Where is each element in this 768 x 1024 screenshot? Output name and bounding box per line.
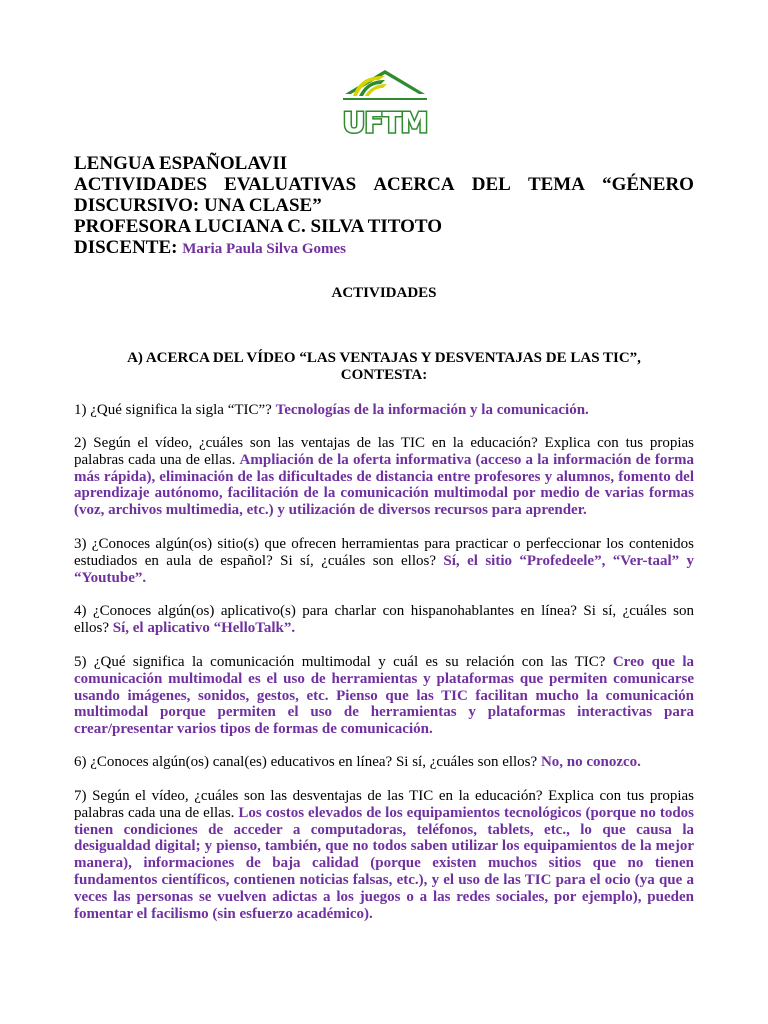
section-a-heading: A) ACERCA DEL VÍDEO “LAS VENTAJAS Y DESVENTAJAS DE LAS TIC”, CONTESTA:	[127, 350, 641, 383]
answer-text: Creo que la comunicación multimodal es el uso de herramientas y plataformas que permiten comunicarse usando imágenes, sonidos, gestos, etc. Pienso que las TIC facilitan mucho la comunicación multimodal porque permiten el uso de herramientas y plataformas interactivas para crear/presentar varios tipos de formas de comunicación.	[74, 654, 695, 738]
question-1	[74, 402, 694, 419]
logo-text: UFTM	[342, 106, 428, 136]
answer-text: Sí, el aplicativo “HelloTalk”.	[112, 619, 296, 636]
professor-line: PROFESORA LUCIANA C. SILVA TITOTO	[74, 216, 442, 237]
question-text: 7) Según el vídeo, ¿cuáles son las desventajas de las TIC en la educación? Explica con tus propias palabras cada una de ellas.	[74, 788, 694, 821]
question-text: 2) Según el vídeo, ¿cuáles son las ventajas de las TIC en la educación? Explica con tus propias palabras cada una de ellas.	[74, 435, 694, 468]
question-5	[74, 654, 694, 738]
question-7	[74, 788, 694, 922]
activity-title-line2: DISCURSIVO: UNA CLASE”	[74, 195, 322, 216]
answer-text: Tecnologías de la información y la comunicación.	[275, 402, 589, 418]
student-label: DISCENTE:	[74, 237, 178, 258]
question-6	[74, 754, 694, 771]
answer-text: No, no conozco.	[540, 754, 641, 770]
question-4	[74, 603, 694, 637]
uftm-logo	[339, 66, 431, 136]
question-text: 6) ¿Conoces algún(os) canal(es) educativos en línea? Si sí, ¿cuáles son ellos?	[74, 754, 538, 770]
question-2	[74, 435, 694, 519]
question-text: 3) ¿Conoces algún(os) sitio(s) que ofrecen herramientas para practicar o perfeccionar los contenidos estudiados en aula de español? Si sí, ¿cuáles son ellos?	[74, 536, 694, 569]
course-title: LENGUA ESPAÑOLAVII	[74, 153, 288, 174]
answer-text: Los costos elevados de los equipamientos tecnológicos (porque no todos tienen condiciones de acceder a computadoras, teléfonos, tablets, etc., lo que causa la desigualdad digital; y pienso, también, que no todos saben utilizar los equipamientos de la mejor manera), informaciones de baja calidad (porque existen muchos sitios que no tienen fundamentos científicos, contienen noticias falsas, etc.), y el uso de las TIC para el ocio (ya que a veces las personas se vuelven adictas a los juegos o a las redes sociales, por ejemplo), pueden fomentar el facilismo (sin esfuerzo académico).	[74, 804, 695, 922]
student-line	[74, 237, 694, 260]
answer-text: Sí, el sitio “Profedeele”, “Ver-taal” y “Youtube”.	[74, 552, 695, 586]
activity-title-line1: ACTIVIDADES EVALUATIVAS ACERCA DEL TEMA “GÉNERO	[74, 174, 694, 195]
activities-heading: ACTIVIDADES	[331, 285, 437, 301]
question-text: 1) ¿Qué significa la sigla “TIC”?	[74, 402, 272, 418]
answer-text: Ampliación de la oferta informativa (acceso a la información de forma más rápida), eliminación de las dificultades de distancia entre profesores y alumnos, fomento del aprendizaje autónomo, facilitación de la comunicación multimodal por medio de varias formas (voz, archivos multimedia, etc.) y utilización de diversos recursos para aprender.	[74, 451, 695, 519]
student-name: Maria Paula Silva Gomes	[182, 241, 346, 257]
question-3	[74, 536, 694, 586]
question-text: 5) ¿Qué significa la comunicación multimodal y cuál es su relación con las TIC?	[74, 654, 606, 670]
question-text: 4) ¿Conoces algún(os) aplicativo(s) para charlar con hispanohablantes en línea? Si sí, ¿cuáles son ellos?	[74, 603, 694, 636]
document-header	[74, 153, 694, 260]
